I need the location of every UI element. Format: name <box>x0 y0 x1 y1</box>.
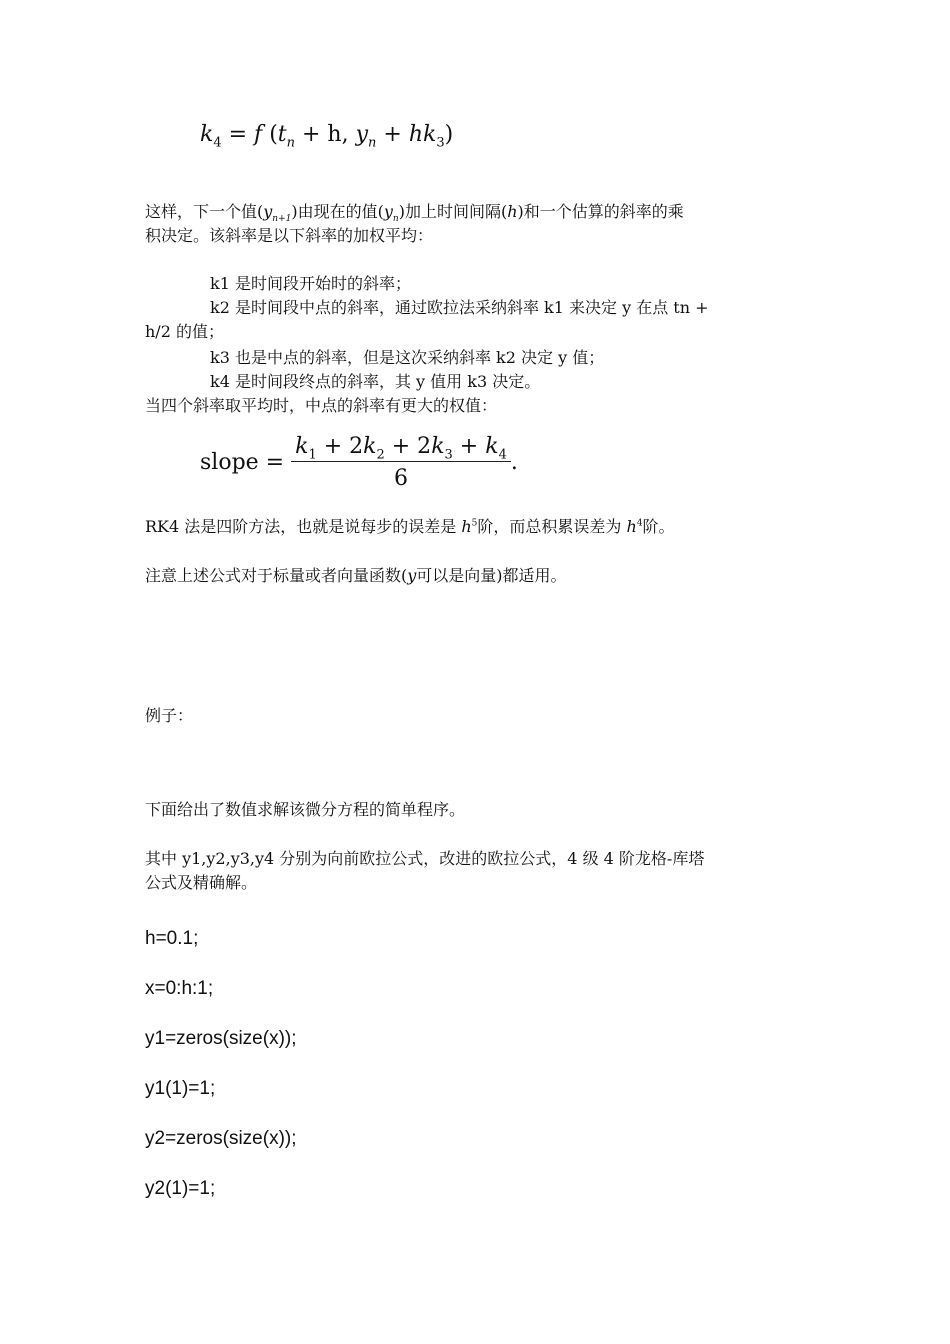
formula-slope-numerator <box>291 434 511 462</box>
rk4-h4-sup: 4 <box>636 518 643 529</box>
code-line: y2=zeros(size(x)); <box>145 1128 297 1149</box>
formula-k4-hk-sub: 3 <box>436 135 445 151</box>
note-sentence <box>145 564 567 588</box>
formula-k4-k: k <box>200 122 214 147</box>
average-sentence: 当四个斜率取平均时，中点的斜率有更大的权值： <box>145 396 498 415</box>
formula-k4-y: y <box>355 122 369 147</box>
example-heading: 例子： <box>145 706 194 725</box>
num-k2: k <box>363 434 377 459</box>
rk4-c: 阶。 <box>642 517 675 536</box>
rk4-h5: h <box>461 517 472 536</box>
formula-slope-period: . <box>510 450 518 475</box>
formula-k4-k-sub: 4 <box>213 135 222 151</box>
formula-slope-fraction <box>291 434 511 491</box>
num-k1-sub: 1 <box>308 447 317 463</box>
slope-k2-line2: h/2 的值； <box>145 322 224 341</box>
num-p3: + <box>452 434 486 459</box>
code-line: y1=zeros(size(x)); <box>145 1028 297 1049</box>
formula-k4-y-sub: n <box>368 135 377 151</box>
para1-line2: 积决定。该斜率是以下斜率的加权平均： <box>145 226 434 245</box>
para1-y-next-sub: n+1 <box>272 214 292 225</box>
para1-h: h <box>507 202 518 221</box>
formula-k4-rparen: ) <box>444 122 454 147</box>
program-intro: 下面给出了数值求解该微分方程的简单程序。 <box>145 800 466 819</box>
num-k4-sub: 4 <box>498 447 507 463</box>
rk4-h4: h <box>626 517 637 536</box>
code-line: x=0:h:1; <box>145 978 214 999</box>
para1-y-now-sub: n <box>392 214 399 225</box>
num-k3: k <box>431 434 445 459</box>
vars-desc-line1: 其中 y1,y2,y3,y4 分别为向前欧拉公式，改进的欧拉公式，4 级 4 阶龙格-库塔 <box>145 849 705 868</box>
formula-k4-eq: = <box>221 122 255 147</box>
para1-line1-c: )加上时间间隔( <box>398 202 508 221</box>
num-k1: k <box>295 434 309 459</box>
slope-k3: k3 也是中点的斜率，但是这次采纳斜率 k2 决定 y 值； <box>210 348 605 367</box>
para1-line1-b: )由现在的值( <box>291 202 384 221</box>
num-k3-sub: 3 <box>444 447 453 463</box>
formula-slope-lhs: slope = <box>200 450 292 475</box>
slope-k2-line1: k2 是时间段中点的斜率，通过欧拉法采纳斜率 k1 来决定 y 在点 tn + <box>210 298 709 317</box>
code-line: y2(1)=1; <box>145 1178 216 1199</box>
vars-desc-line2: 公式及精确解。 <box>145 873 258 892</box>
note-a: 注意上述公式对于标量或者向量函数( <box>145 566 408 585</box>
formula-slope <box>200 434 518 491</box>
formula-k4-lparen: ( <box>262 122 278 147</box>
num-k4: k <box>485 434 499 459</box>
formula-k4-plus: + <box>376 122 409 147</box>
rk4-sentence <box>145 515 675 539</box>
code-line: y1(1)=1; <box>145 1078 216 1099</box>
formula-k4 <box>200 122 454 151</box>
note-b: 可以是向量)都适用。 <box>416 566 567 585</box>
para1-y-next: y <box>263 202 273 221</box>
num-p1: + 2 <box>316 434 364 459</box>
slope-k4: k4 是时间段终点的斜率，其 y 值用 k3 决定。 <box>210 372 541 391</box>
num-p2: + 2 <box>384 434 432 459</box>
formula-slope-denominator: 6 <box>393 466 408 491</box>
para1-line1-a: 这样，下一个值( <box>145 202 264 221</box>
rk4-a: RK4 法是四阶方法，也就是说每步的误差是 <box>145 517 462 536</box>
rk4-h5-sup: 5 <box>471 518 478 529</box>
formula-k4-t: t <box>277 122 287 147</box>
code-line: h=0.1; <box>145 928 199 949</box>
slope-k1: k1 是时间段开始时的斜率； <box>210 274 411 293</box>
para1-line1-d: )和一个估算的斜率的乘 <box>517 202 684 221</box>
num-k2-sub: 2 <box>376 447 385 463</box>
note-y: y <box>407 566 417 585</box>
paragraph-next-value <box>145 200 684 248</box>
para1-y-now: y <box>383 202 393 221</box>
formula-k4-t-sub: n <box>286 135 295 151</box>
formula-k4-f: f <box>254 122 263 147</box>
formula-k4-hk: hk <box>408 122 437 147</box>
formula-k4-plus-h: + h, <box>295 122 356 147</box>
rk4-b: 阶，而总积累误差为 <box>477 517 627 536</box>
